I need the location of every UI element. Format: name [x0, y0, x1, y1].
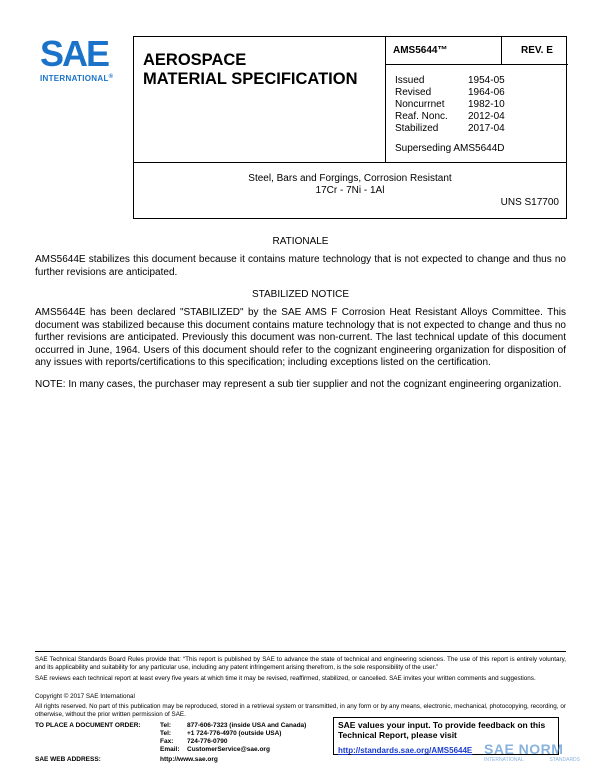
- title-line-1: AEROSPACE: [143, 51, 247, 69]
- web-link[interactable]: http://www.sae.org: [160, 756, 218, 763]
- sae-logo-mark: SAE: [40, 33, 109, 74]
- web-label: SAE WEB ADDRESS:: [35, 756, 101, 763]
- footer-divider: [35, 651, 566, 652]
- notice-text: AMS5644E has been declared "STABILIZED" by the SAE AMS F Corrosion Heat Resistant Alloys Committee. This document was stabilized because this document contains mature technology that is not expected to change and thus no further revisions are anticipated. Previously this document was non-current. The last technical update of this document occurred in June, 1964. Users of this document should refer to the cognizant engineering organization for disposition of any issues with reports/certifications to this specification; including exceptions listed on the certification.: [35, 307, 566, 368]
- dates-cell: Issued 1954-05 Revised 1964-06 Noncurrnet 1982-10 Reaf. Nonc. 2012-04 Stabilized 2017-04 Superseding AMS5644D: [385, 65, 568, 162]
- contact-value: 877-606-7323 (inside USA and Canada): [187, 722, 307, 729]
- superseding: Superseding AMS5644D: [395, 143, 505, 154]
- subject-line-1: Steel, Bars and Forgings, Corrosion Resistant: [248, 173, 452, 184]
- note-text: NOTE: In many cases, the purchaser may represent a sub tier supplier and not the cognizant engineering organization.: [35, 379, 562, 390]
- rights-text: All rights reserved. No part of this publication may be reproduced, stored in a retrieval system or transmitted, in any form or by any means, electronic, mechanical, photocopying, recording, or otherwise, without the prior written permission of SAE.: [35, 703, 566, 718]
- feedback-line-2: Technical Report, please visit: [338, 730, 457, 740]
- title-line-2: MATERIAL SPECIFICATION: [143, 70, 358, 88]
- contact-value: 724-776-0790: [187, 738, 228, 745]
- contact-key: Email:: [160, 746, 180, 753]
- contact-key: Fax:: [160, 738, 174, 745]
- divider: [134, 162, 566, 163]
- sae-logo: [40, 33, 122, 86]
- order-label: TO PLACE A DOCUMENT ORDER:: [35, 722, 141, 729]
- revision: REV. E: [521, 45, 553, 56]
- footer-review-text: SAE reviews each technical report at least every five years at which time it may be revised, reaffirmed, stabilized, or cancelled. SAE invites your written comments and suggestions.: [35, 675, 536, 682]
- registered-mark: ®: [108, 74, 114, 80]
- sae-logo-subtitle: INTERNATIONAL: [40, 74, 109, 83]
- doc-number-cell: [385, 37, 501, 65]
- spec-header-box: [133, 36, 567, 219]
- revision-cell: [501, 37, 568, 65]
- sae-norm-watermark: [484, 741, 590, 769]
- uns-designation: UNS S17700: [500, 197, 559, 208]
- doc-number: AMS5644™: [393, 45, 448, 56]
- contact-email[interactable]: CustomerService@sae.org: [187, 746, 270, 753]
- feedback-link[interactable]: http://standards.sae.org/AMS5644E: [338, 746, 473, 755]
- contact-value: +1 724-776-4970 (outside USA): [187, 730, 282, 737]
- rationale-heading: RATIONALE: [272, 236, 329, 247]
- contact-key: Tel:: [160, 722, 172, 729]
- sae-norm-sub2: STANDARDS: [549, 757, 580, 763]
- footer-rules-text: SAE Technical Standards Board Rules provide that: “This report is published by SAE to advance the state of technical and engineering sciences. The use of this report is entirely voluntary, and its applicability and suitability for any particular use, including any patent infringement arising therefrom, is the sole responsibility of the user.”: [35, 656, 566, 671]
- feedback-line-1: SAE values your input. To provide feedback on this: [338, 720, 546, 730]
- sae-norm-sub: INTERNATIONAL: [484, 757, 524, 763]
- copyright: Copyright © 2017 SAE International: [35, 693, 135, 700]
- spec-title: [134, 37, 385, 162]
- contact-key: Tel:: [160, 730, 172, 737]
- sae-norm-text: SAE NORM: [484, 741, 564, 757]
- subject-line-2: 17Cr - 7Ni - 1Al: [315, 185, 385, 196]
- rationale-text: AMS5644E stabilizes this document because it contains mature technology that is not expected to change and thus no further revisions are anticipated.: [35, 254, 566, 278]
- notice-heading: STABILIZED NOTICE: [251, 289, 350, 300]
